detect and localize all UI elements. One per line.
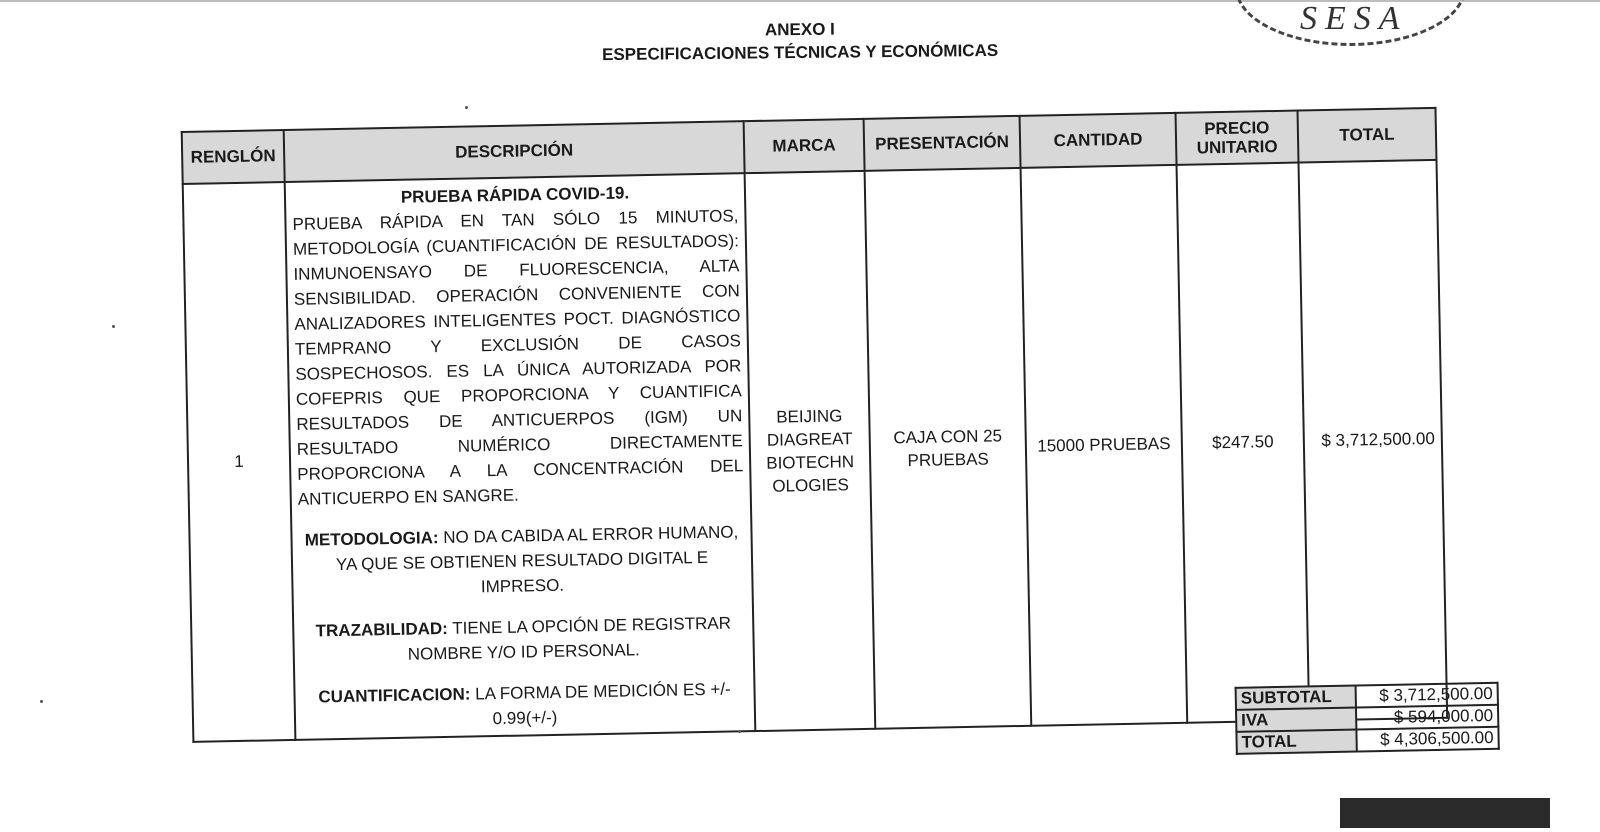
cell-cantidad: 15000 PRUEBAS — [1021, 165, 1188, 726]
col-marca: MARCA — [744, 119, 865, 173]
col-descripcion: DESCRIPCIÓN — [284, 121, 745, 182]
total-label: TOTAL — [1236, 730, 1356, 754]
traceability-label: TRAZABILIDAD: — [315, 618, 449, 641]
scan-speck — [738, 730, 741, 733]
description-body: PRUEBA RÁPIDA EN TAN SÓLO 15 MINUTOS, METODOLOGÍA (CUANTIFICACIÓN DE RESULTADOS): INMUNOENSAYO DE FLUORESCENCIA, ALTA SENSIBILIDAD. OPERACIÓN CONVENIENTE CON ANALIZADORES INTELIGENTES POCT. DIAGNÓSTICO TEMPRANO Y EXCLUSIÓN DE CASOS SOSPECHOSOS. ES LA ÚNICA AUTORIZADA POR COFEPRIS QUE PROPORCIONA Y CUANTIFICA RESULTADOS DE ANTICUERPOS (IGM) UN RESULTADO NUMÉRICO DIRECTAMENTE PROPORCIONA A LA CONCENTRACIÓN DEL ANTICUERPO EN SANGRE. — [292, 206, 744, 509]
cell-marca: BEIJING DIAGREAT BIOTECHN OLOGIES — [745, 171, 876, 731]
summary-row-total — [1236, 727, 1498, 754]
traceability-note — [300, 610, 747, 669]
subtotal-label: SUBTOTAL — [1236, 686, 1356, 710]
scan-speck — [112, 325, 115, 328]
methodology-label: METODOLOGIA: — [304, 528, 439, 550]
cell-descripcion — [285, 173, 756, 740]
redaction-block — [1340, 798, 1550, 828]
iva-label: IVA — [1236, 708, 1356, 732]
traceability-text: TIENE LA OPCIÓN DE REGISTRAR NOMBRE Y/O ID PERSONAL. — [407, 613, 732, 664]
iva-value: $ 594,000.00 — [1356, 705, 1498, 730]
annex-label: ANEXO I — [764, 19, 835, 40]
col-total: TOTAL — [1298, 108, 1437, 163]
cell-total: $ 3,712,500.00 — [1299, 160, 1448, 721]
cell-presentacion: CAJA CON 25 PRUEBAS — [865, 168, 1032, 729]
col-presentacion: PRESENTACIÓN — [864, 116, 1021, 171]
quantification-label: CUANTIFICACION: — [318, 684, 471, 707]
spec-table — [181, 107, 1449, 743]
spec-sheet — [180, 70, 1502, 755]
methodology-text: NO DA CABIDA AL ERROR HUMANO, YA QUE SE OBTIENEN RESULTADO DIGITAL E IMPRESO. — [335, 522, 739, 597]
col-precio-unitario: PRECIO UNITARIO — [1176, 111, 1299, 165]
table-row — [183, 160, 1447, 742]
description-title: PRUEBA RÁPIDA COVID-19. — [400, 183, 630, 207]
summary-table — [1235, 682, 1500, 755]
seal-text: SESA — [1300, 0, 1408, 37]
document-header — [560, 15, 1040, 66]
document-title: ESPECIFICACIONES TÉCNICAS Y ECONÓMICAS — [601, 40, 999, 65]
scan-speck — [40, 700, 43, 703]
cell-precio-unitario: $247.50 — [1177, 163, 1310, 723]
methodology-note — [298, 519, 745, 603]
col-cantidad: CANTIDAD — [1020, 113, 1177, 168]
total-value: $ 4,306,500.00 — [1356, 727, 1498, 752]
scan-speck — [465, 106, 468, 109]
subtotal-value: $ 3,712,500.00 — [1356, 683, 1498, 708]
quantification-note — [301, 676, 748, 735]
col-renglon: RENGLÓN — [182, 130, 285, 184]
quantification-text: LA FORMA DE MEDICIÓN ES +/- 0.99(+/-) — [474, 679, 731, 729]
cell-renglon: 1 — [183, 182, 296, 742]
